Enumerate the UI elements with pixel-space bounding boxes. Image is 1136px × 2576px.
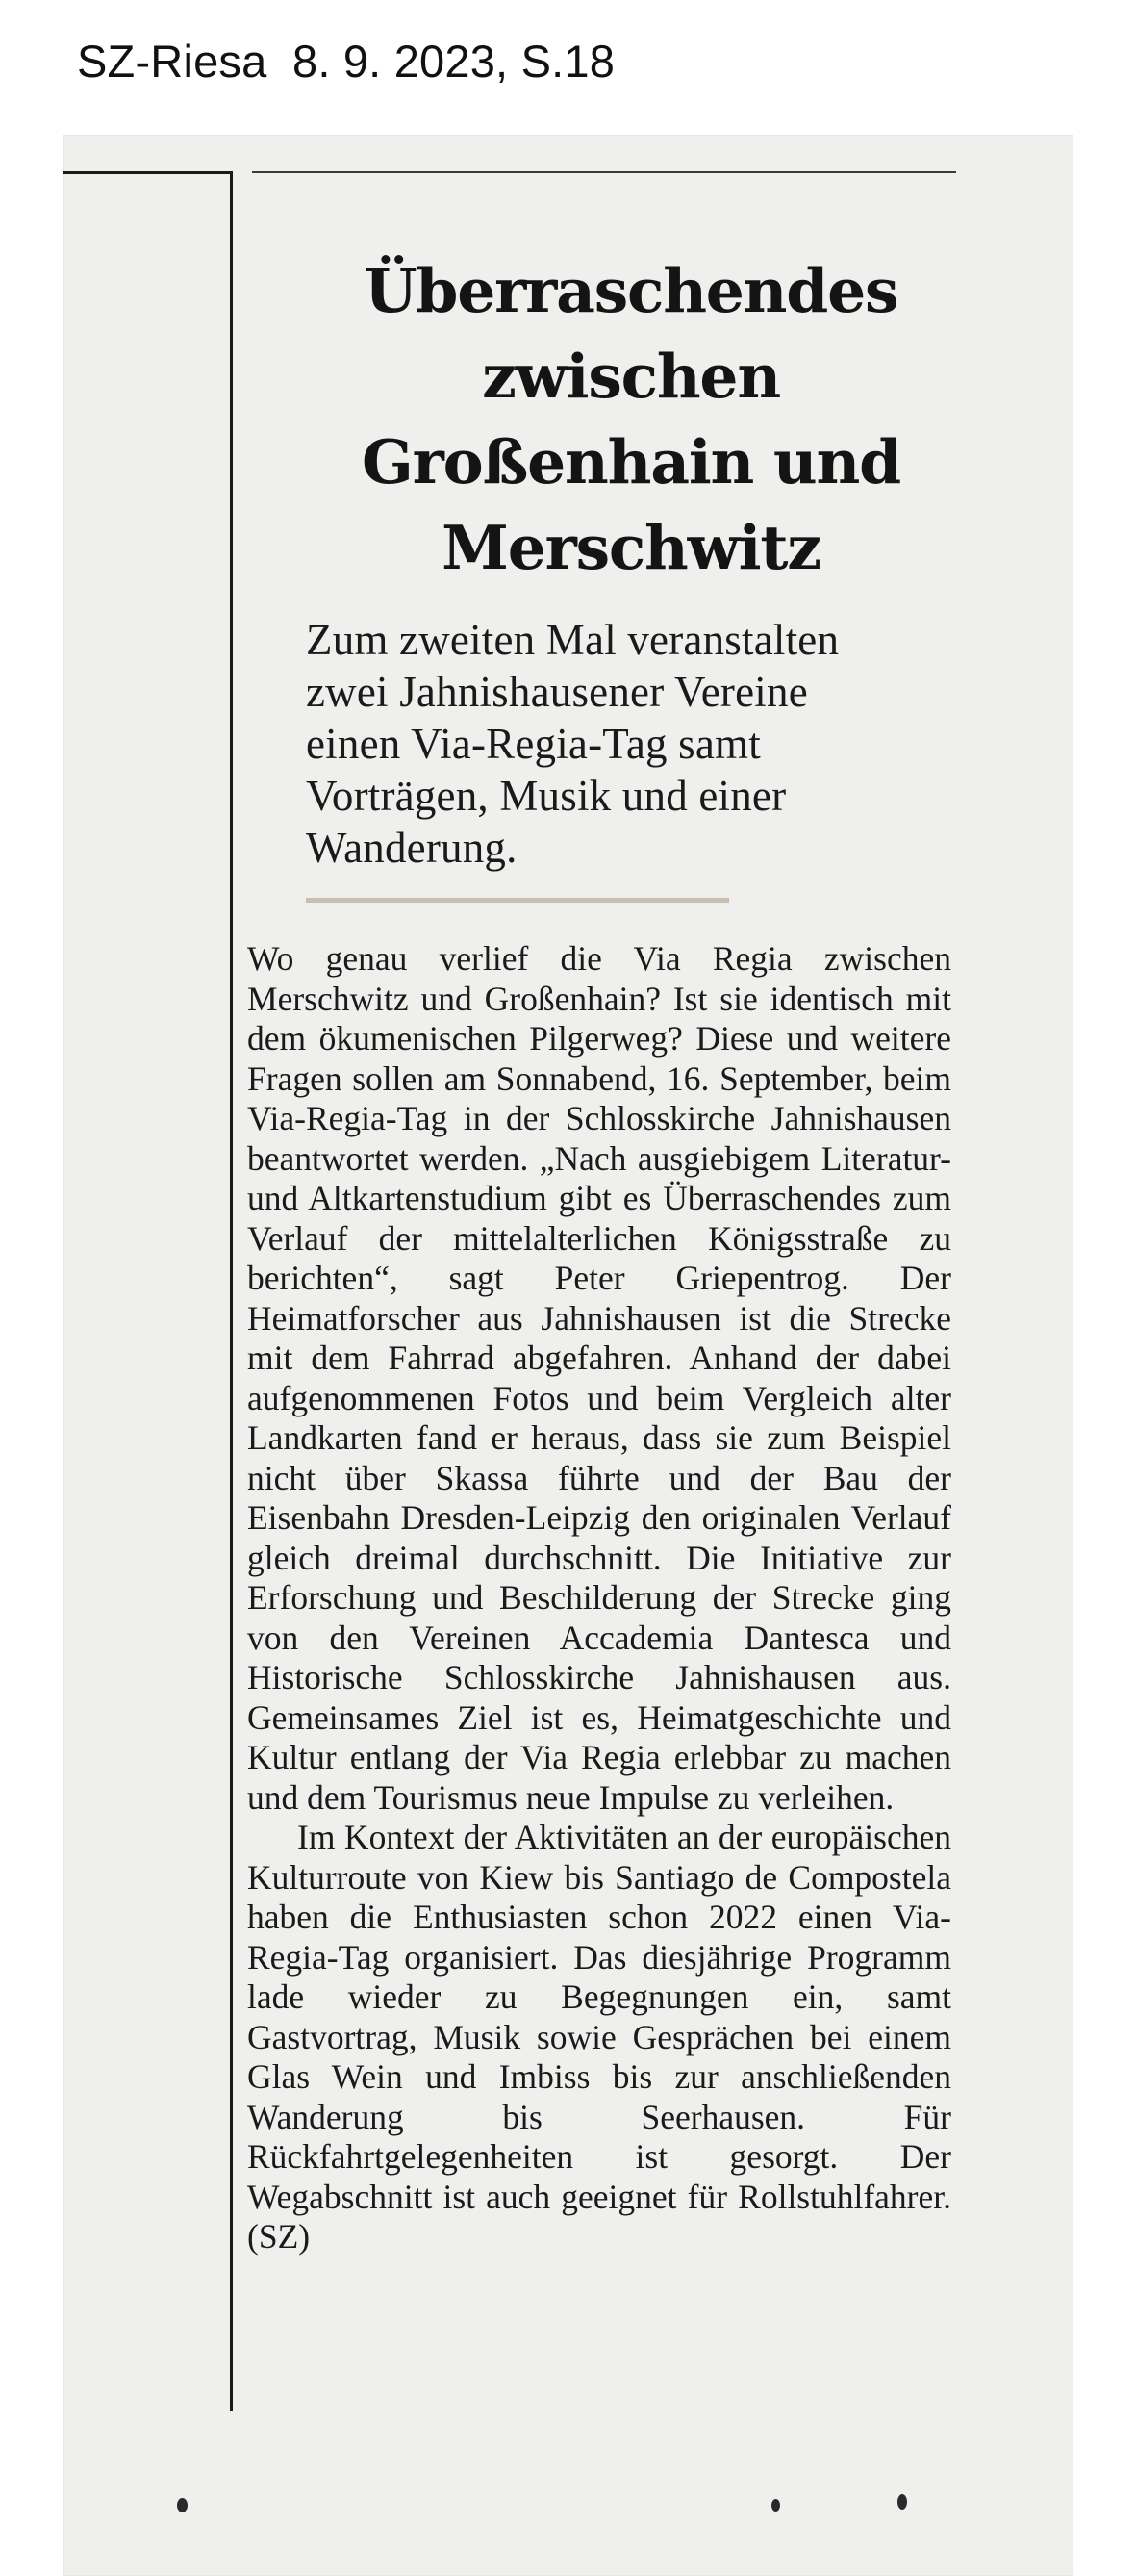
scan-speck	[177, 2498, 188, 2512]
subhead-line: zwei Jahnishausener Vereine	[306, 668, 808, 716]
source-citation: SZ-Riesa 8. 9. 2023, S.18	[77, 36, 616, 87]
article-subhead	[306, 614, 1037, 874]
subhead-line: Vorträgen, Musik und einer	[306, 772, 787, 820]
body-paragraph-2: Im Kontext der Aktivitäten an der europäischen Kulturroute von Kiew bis Santiago de Compostela haben die Enthusiasten schon 2022 einen Via-Regia-Tag organisiert. Das diesjährige Programm lade wieder zu Begegnungen ein, samt Gastvortrag, Musik sowie Gesprächen bei einem Glas Wein und Imbiss bis zur anschließenden Wanderung bis Seerhausen. Für Rückfahrtgelegenheiten ist gesorgt. Der Wegabschnitt ist auch geeignet für Rollstuhlfahrer. (SZ)	[247, 1818, 951, 2256]
headline-line: zwischen	[482, 341, 780, 412]
body-paragraph-1: Wo genau verlief die Via Regia zwischen Merschwitz und Großenhain? Ist sie identisch mit dem ökumenischen Pilgerweg? Diese und weitere Fragen sollen am Sonnabend, 16. September, beim Via-Regia-Tag in der Schlosskirche Jahnishausen beantwortet werden. „Nach ausgiebigem Literatur- und Altkartenstudium gibt es Überraschendes zum Verlauf der mittelalterlichen Königsstraße zu berichten“, sagt Peter Griepentrog. Der Heimatforscher aus Jahnishausen ist die Strecke mit dem Fahrrad abgefahren. Anhand der dabei aufgenommenen Fotos und beim Vergleich alter Landkarten fand er heraus, dass sie zum Beispiel nicht über Skassa führte und der Bau der Eisenbahn Dresden-Leipzig den originalen Verlauf gleich dreimal durchschnitt. Die Initiative zur Erforschung und Beschilderung der Strecke ging von den Vereinen Accademia Dantesca und Historische Schlosskirche Jahnishausen aus. Gemeinsames Ziel ist es, Heimatgeschichte und Kultur entlang der Via Regia erlebbar zu machen und dem Tourismus neue Impulse zu verleihen.	[247, 939, 951, 1817]
scan-speck	[897, 2494, 907, 2510]
headline-line: Großenhain und	[362, 426, 900, 497]
top-rule	[252, 171, 956, 173]
scan-speck	[771, 2499, 780, 2512]
article-headline	[294, 248, 968, 591]
newspaper-clipping	[63, 135, 1073, 2576]
subhead-divider	[306, 898, 729, 903]
headline-line: Merschwitz	[442, 512, 820, 583]
subhead-line: Zum zweiten Mal veranstalten	[306, 616, 840, 664]
article-body	[247, 939, 951, 2257]
column-rule	[230, 171, 233, 2411]
subhead-line: Wanderung.	[306, 824, 518, 872]
headline-line: Überraschendes	[364, 255, 898, 326]
top-left-rule	[63, 171, 232, 174]
subhead-line: einen Via-Regia-Tag samt	[306, 720, 761, 768]
